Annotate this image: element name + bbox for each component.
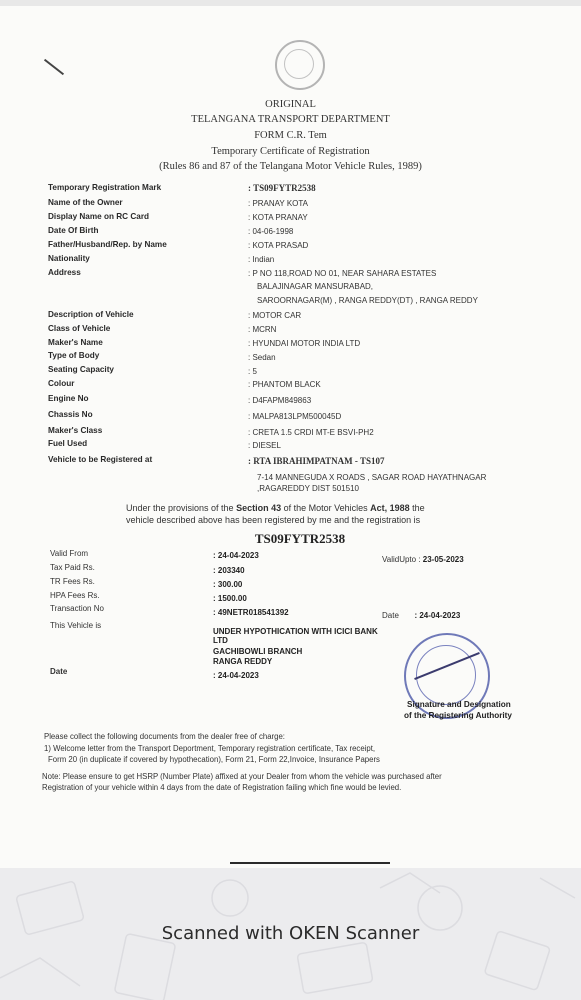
field-label: Vehicle to be Registered at xyxy=(48,455,153,464)
field-label: Description of Vehicle xyxy=(48,310,134,319)
page-bottom-edge xyxy=(230,862,390,864)
fee-value: : 300.00 xyxy=(213,580,243,589)
hypothecation-line: UNDER HYPOTHICATION WITH ICICI BANK xyxy=(213,627,378,636)
address-line: SAROORNAGAR(M) , RANGA REDDY(DT) , RANGA REDDY xyxy=(257,296,478,305)
field-value: : KOTA PRANAY xyxy=(248,213,308,222)
fee-value: : 1500.00 xyxy=(213,594,247,603)
field-value: : TS09FYTR2538 xyxy=(248,183,316,193)
field-value: : 04-06-1998 xyxy=(248,227,294,236)
field-label: Temporary Registration Mark xyxy=(48,183,162,192)
rta-address-line: ,RAGAREDDY DIST 501510 xyxy=(257,484,359,493)
field-value: : PHANTOM BLACK xyxy=(248,380,321,389)
note-line: Please collect the following documents from the dealer free of charge: xyxy=(44,732,285,741)
field-value: : HYUNDAI MOTOR INDIA LTD xyxy=(248,339,361,348)
field-value: : D4FAPM849863 xyxy=(248,396,312,405)
field-label: Address xyxy=(48,268,81,277)
field-value: : P NO 118,ROAD NO 01, NEAR SAHARA ESTATES xyxy=(248,269,437,278)
transaction-date: Date : 24-04-2023 xyxy=(382,611,461,620)
field-label: Father/Husband/Rep. by Name xyxy=(48,240,167,249)
field-label: Type of Body xyxy=(48,351,100,360)
hypothecation-line: LTD xyxy=(213,636,228,645)
note-line: Registration of your vehicle within 4 days from the date of Registration failing which fine would be levied. xyxy=(42,783,402,792)
note-line: 1) Welcome letter from the Transport Deportment, Temporary registration certificate, Tax receipt, xyxy=(44,744,376,753)
header-form: FORM C.R. Tem xyxy=(254,130,327,141)
hypothecation-line: RANGA REDDY xyxy=(213,657,273,666)
registration-number: TS09FYTR2538 xyxy=(254,531,346,546)
field-label: Display Name on RC Card xyxy=(48,212,150,221)
field-label: Seating Capacity xyxy=(48,365,114,374)
field-label: Engine No xyxy=(48,394,89,403)
field-label: Maker's Class xyxy=(48,426,103,435)
fee-label: Valid From xyxy=(50,549,89,558)
field-value: : MOTOR CAR xyxy=(248,311,302,320)
field-label: Class of Vehicle xyxy=(48,324,111,333)
field-value: : KOTA PRASAD xyxy=(248,241,309,250)
rta-address-line: 7-14 MANNEGUDA X ROADS , SAGAR ROAD HAYATHNAGAR xyxy=(257,473,487,482)
field-value: : 5 xyxy=(248,367,257,376)
field-label: Maker's Name xyxy=(48,338,103,347)
signature-line-2: of the Registering Authority xyxy=(404,711,512,720)
fee-label: TR Fees Rs. xyxy=(50,577,95,586)
fee-label: This Vehicle is xyxy=(50,621,102,630)
header-rules: (Rules 86 and 87 of the Telangana Motor Vehicle Rules, 1989) xyxy=(159,161,422,172)
header-original: ORIGINAL xyxy=(265,99,316,110)
field-label: Date Of Birth xyxy=(48,226,99,235)
field-value: : CRETA 1.5 CRDI MT-E BSVI-PH2 xyxy=(248,428,374,437)
valid-upto: ValidUpto : 23-05-2023 xyxy=(382,555,464,564)
hypothecation-line: GACHIBOWLI BRANCH xyxy=(213,647,303,656)
scanner-watermark-text: Scanned with OKEN Scanner xyxy=(161,923,420,944)
field-label: Name of the Owner xyxy=(48,198,123,207)
field-label: Colour xyxy=(48,379,75,388)
field-label: Fuel Used xyxy=(48,439,88,448)
page-edge xyxy=(0,0,581,6)
provision-line-2: vehicle described above has been registered by me and the registration is xyxy=(126,515,421,525)
fee-label: Date xyxy=(50,667,68,676)
field-label: Nationality xyxy=(48,254,90,263)
field-value: : MALPA813LPM500045D xyxy=(248,412,342,421)
field-value: : Indian xyxy=(248,255,275,264)
fee-value: : 24-04-2023 xyxy=(213,551,259,560)
note-line: Form 20 (in duplicate if covered by hypothecation), Form 21, Form 22,Invoice, Insurance Papers xyxy=(48,755,380,764)
field-value: : Sedan xyxy=(248,353,276,362)
header-department: TELANGANA TRANSPORT DEPARTMENT xyxy=(191,114,390,125)
fee-value: : 24-04-2023 xyxy=(213,671,259,680)
header-certificate: Temporary Certificate of Registration xyxy=(211,146,370,157)
fee-value: : 49NETR018541392 xyxy=(213,608,289,617)
fee-value: : 203340 xyxy=(213,566,245,575)
provision-line-1: Under the provisions of the Section 43 of the Motor Vehicles Act, 1988 the xyxy=(126,503,425,513)
signature-line-1: Signature and Designation xyxy=(407,700,511,709)
telangana-emblem-icon xyxy=(275,40,325,90)
scanner-footer xyxy=(0,868,581,1000)
field-value: : DIESEL xyxy=(248,441,281,450)
note-line: Note: Please ensure to get HSRP (Number Plate) affixed at your Dealer from whom the vehicle was purchased after xyxy=(42,772,442,781)
field-value: : PRANAY KOTA xyxy=(248,199,309,208)
fee-label: HPA Fees Rs. xyxy=(50,591,100,600)
fee-label: Transaction No xyxy=(50,604,104,613)
address-line: BALAJINAGAR MANSURABAD, xyxy=(257,282,374,291)
field-value: : RTA IBRAHIMPATNAM - TS107 xyxy=(248,456,385,466)
field-value: : MCRN xyxy=(248,325,277,334)
field-label: Chassis No xyxy=(48,410,93,419)
fee-label: Tax Paid Rs. xyxy=(50,563,95,572)
pen-mark xyxy=(44,59,64,75)
